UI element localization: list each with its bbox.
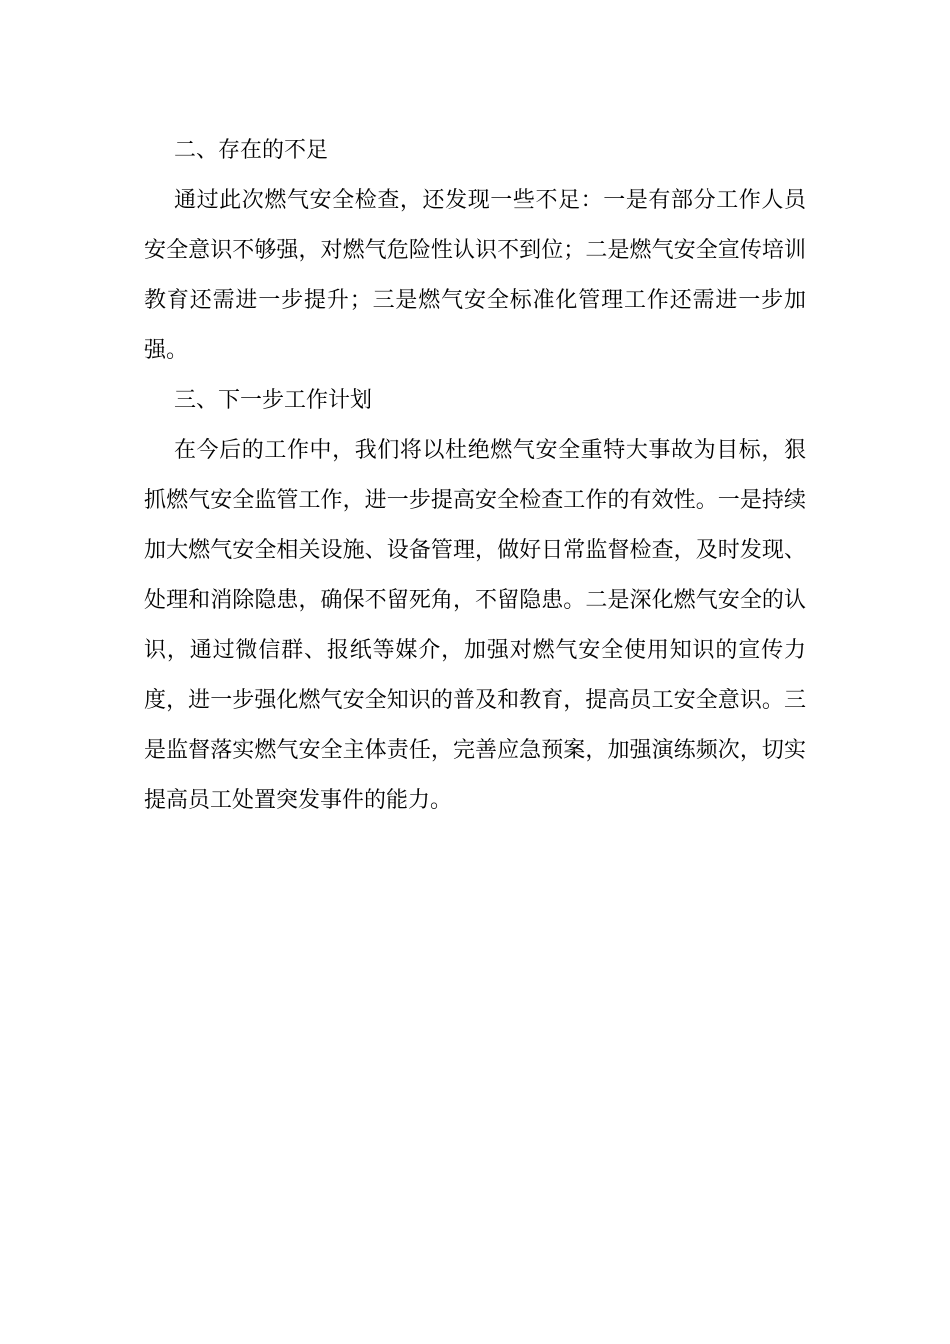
document-body xyxy=(144,126,806,826)
paragraph-next-steps: 在今后的工作中，我们将以杜绝燃气安全重特大事故为目标，狠抓燃气安全监管工作，进一步提高安全检查工作的有效性。一是持续加大燃气安全相关设施、设备管理，做好日常监督检查，及时发现、处理和消除隐患，确保不留死角，不留隐患。二是深化燃气安全的认识，通过微信群、报纸等媒介，加强对燃气安全使用知识的宣传力度，进一步强化燃气安全知识的普及和教育，提高员工安全意识。三是监督落实燃气安全主体责任，完善应急预案，加强演练频次，切实提高员工处置突发事件的能力。 xyxy=(144,438,806,813)
paragraph-shortcomings: 通过此次燃气安全检查，还发现一些不足：一是有部分工作人员安全意识不够强，对燃气危险性认识不到位；二是燃气安全宣传培训教育还需进一步提升；三是燃气安全标准化管理工作还需进一步加强。 xyxy=(144,188,806,363)
section-heading-shortcomings: 二、存在的不足 xyxy=(174,138,329,163)
section-heading-next-steps: 三、下一步工作计划 xyxy=(174,388,373,413)
